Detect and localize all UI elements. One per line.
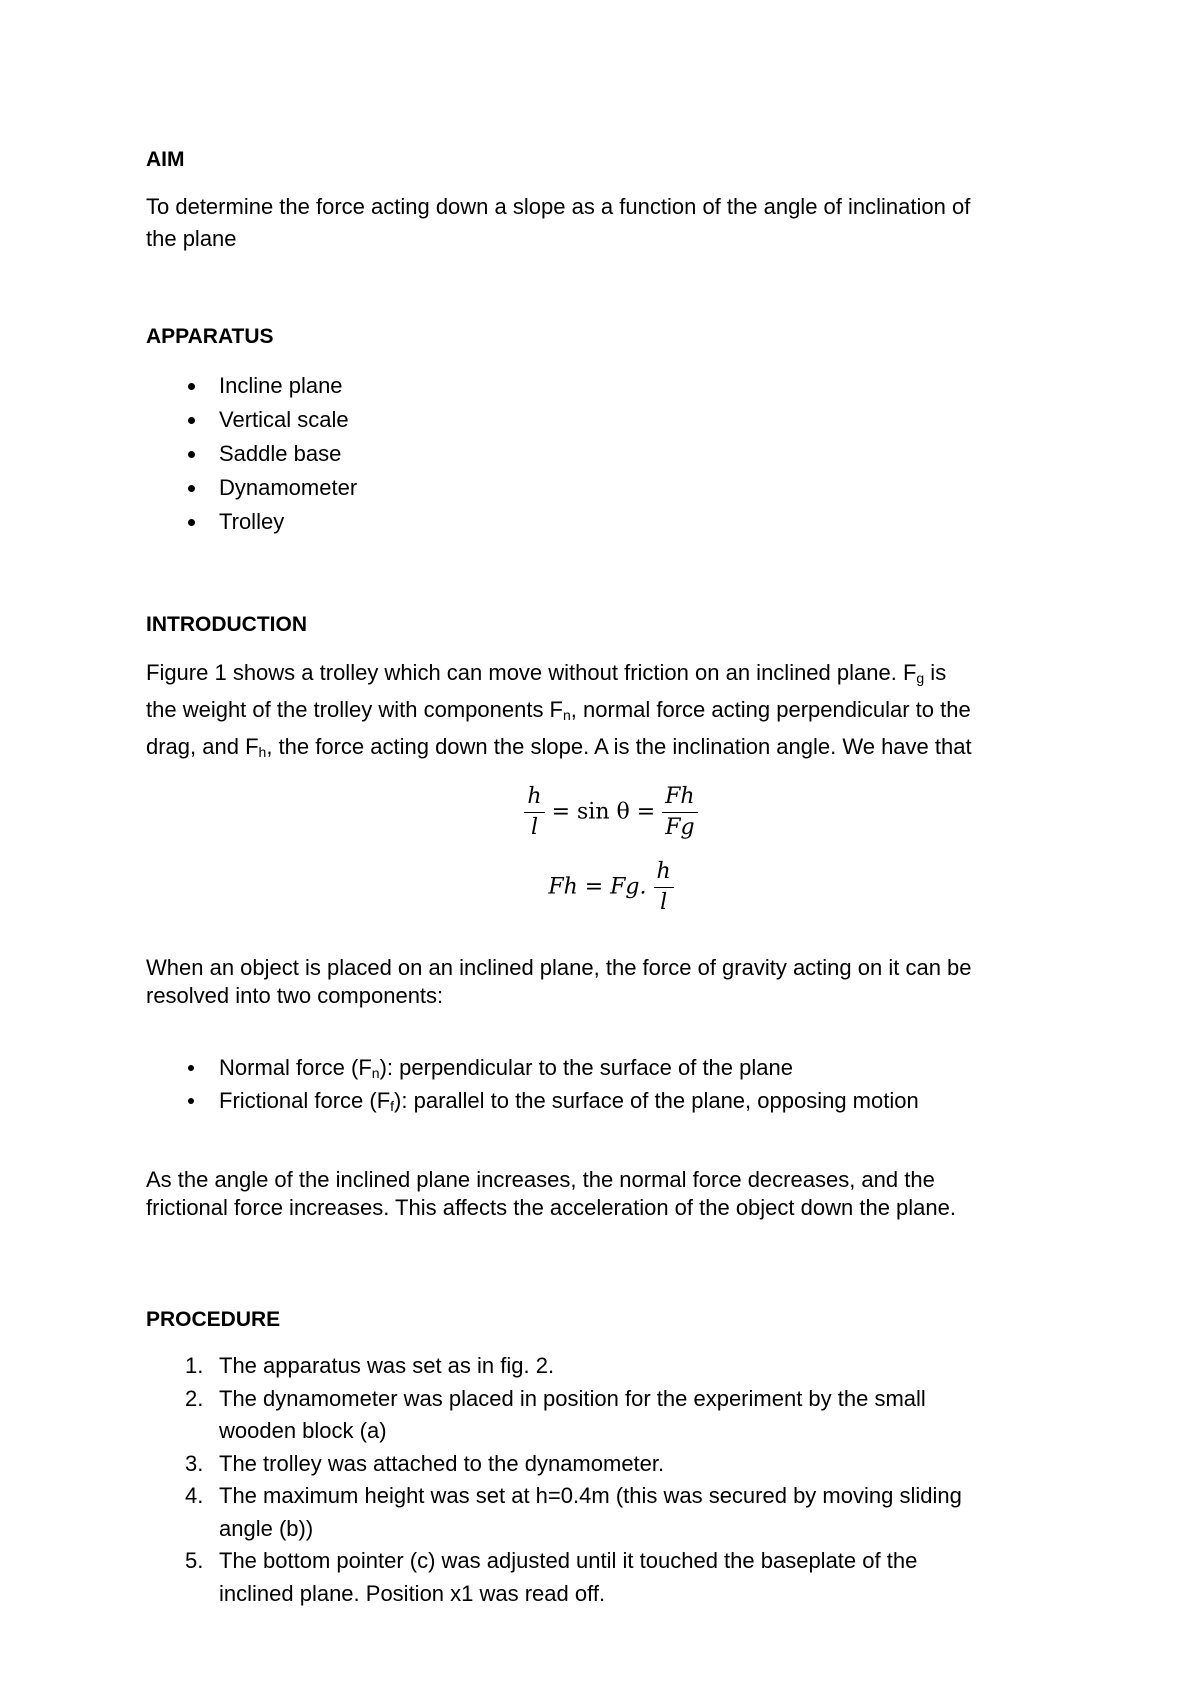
procedure-heading: PROCEDURE: [146, 1308, 281, 1331]
bullet-icon: [188, 485, 195, 492]
bullet-icon: [188, 417, 195, 424]
bullet-icon: [188, 451, 195, 458]
aim-line-2: the plane: [146, 226, 237, 251]
procedure-steps: [146, 1350, 1076, 1610]
bullet-icon: [188, 1065, 194, 1071]
components-list: [146, 1054, 1076, 1120]
list-item: Normal force $(F_n)$: perpendicular to the surface of the plane: [146, 1054, 1076, 1087]
procedure-step: 3. The trolley was attached to the dynamometer.: [185, 1450, 665, 1476]
fraction-fh-over-fg: $\frac{Fh}{Fg}$: [662, 782, 697, 843]
introduction-paragraph-3: As the angle of the inclined plane increases, the normal force decreases, and the frictional force increases. This affects the acceleration of the object down the plane.: [146, 1167, 956, 1220]
bullet-icon: [188, 1098, 194, 1104]
list-item: Trolley: [146, 505, 1076, 539]
introduction-heading: INTRODUCTION: [146, 613, 307, 636]
list-item: Dynamometer: [146, 471, 1076, 505]
fraction-h-over-l-2: $\frac{h}{l}$: [654, 857, 674, 918]
procedure-step: 1. The apparatus was set as in fig. 2.: [185, 1353, 555, 1378]
list-item: Vertical scale: [146, 403, 1076, 437]
procedure-step: 5. The bottom pointer (c) was adjusted until it touched the baseplate of the inclined plane. Position x1 was read off.: [185, 1548, 918, 1606]
introduction-paragraph-2: When an object is placed on an inclined plane, the force of gravity acting on it can be resolved into two components:: [146, 955, 972, 1008]
equation-sine-ratio: $\frac{h}{l}$ = sin θ = $\frac{Fh}{Fg}$: [146, 782, 1076, 843]
list-item: Incline plane: [146, 369, 1076, 403]
list-item: Saddle base: [146, 437, 1076, 471]
equation-fh: Fh = Fg. $\frac{h}{l}$: [146, 857, 1076, 918]
bullet-icon: [188, 519, 195, 526]
document-body: [146, 146, 1076, 1610]
apparatus-heading: APPARATUS: [146, 325, 274, 348]
aim-heading: AIM: [146, 148, 185, 171]
bullet-icon: [188, 383, 195, 390]
fraction-h-over-l: $\frac{h}{l}$: [524, 782, 544, 843]
procedure-step: 4. The maximum height was set at h=0.4m (this was secured by moving sliding angle (b)): [185, 1483, 962, 1541]
aim-line-1: To determine the force acting down a slope as a function of the angle of inclination of: [146, 194, 971, 219]
list-item: Frictional force $(F_f)$: parallel to the surface of the plane, opposing motion: [146, 1087, 1076, 1120]
introduction-paragraph: Figure 1 shows a trolley which can move without friction on an inclined plane. $F_g$ is the weight of the trolley with components $F_n$, normal force acting perpendicular to the drag, and $F_h$, the force acting down the slope. A is the inclination angle. We have that: [146, 660, 972, 760]
apparatus-list: [146, 369, 1076, 539]
aim-text: [146, 191, 1076, 255]
procedure-step: 2. The dynamometer was placed in position for the experiment by the small wooden block (a): [185, 1385, 926, 1443]
